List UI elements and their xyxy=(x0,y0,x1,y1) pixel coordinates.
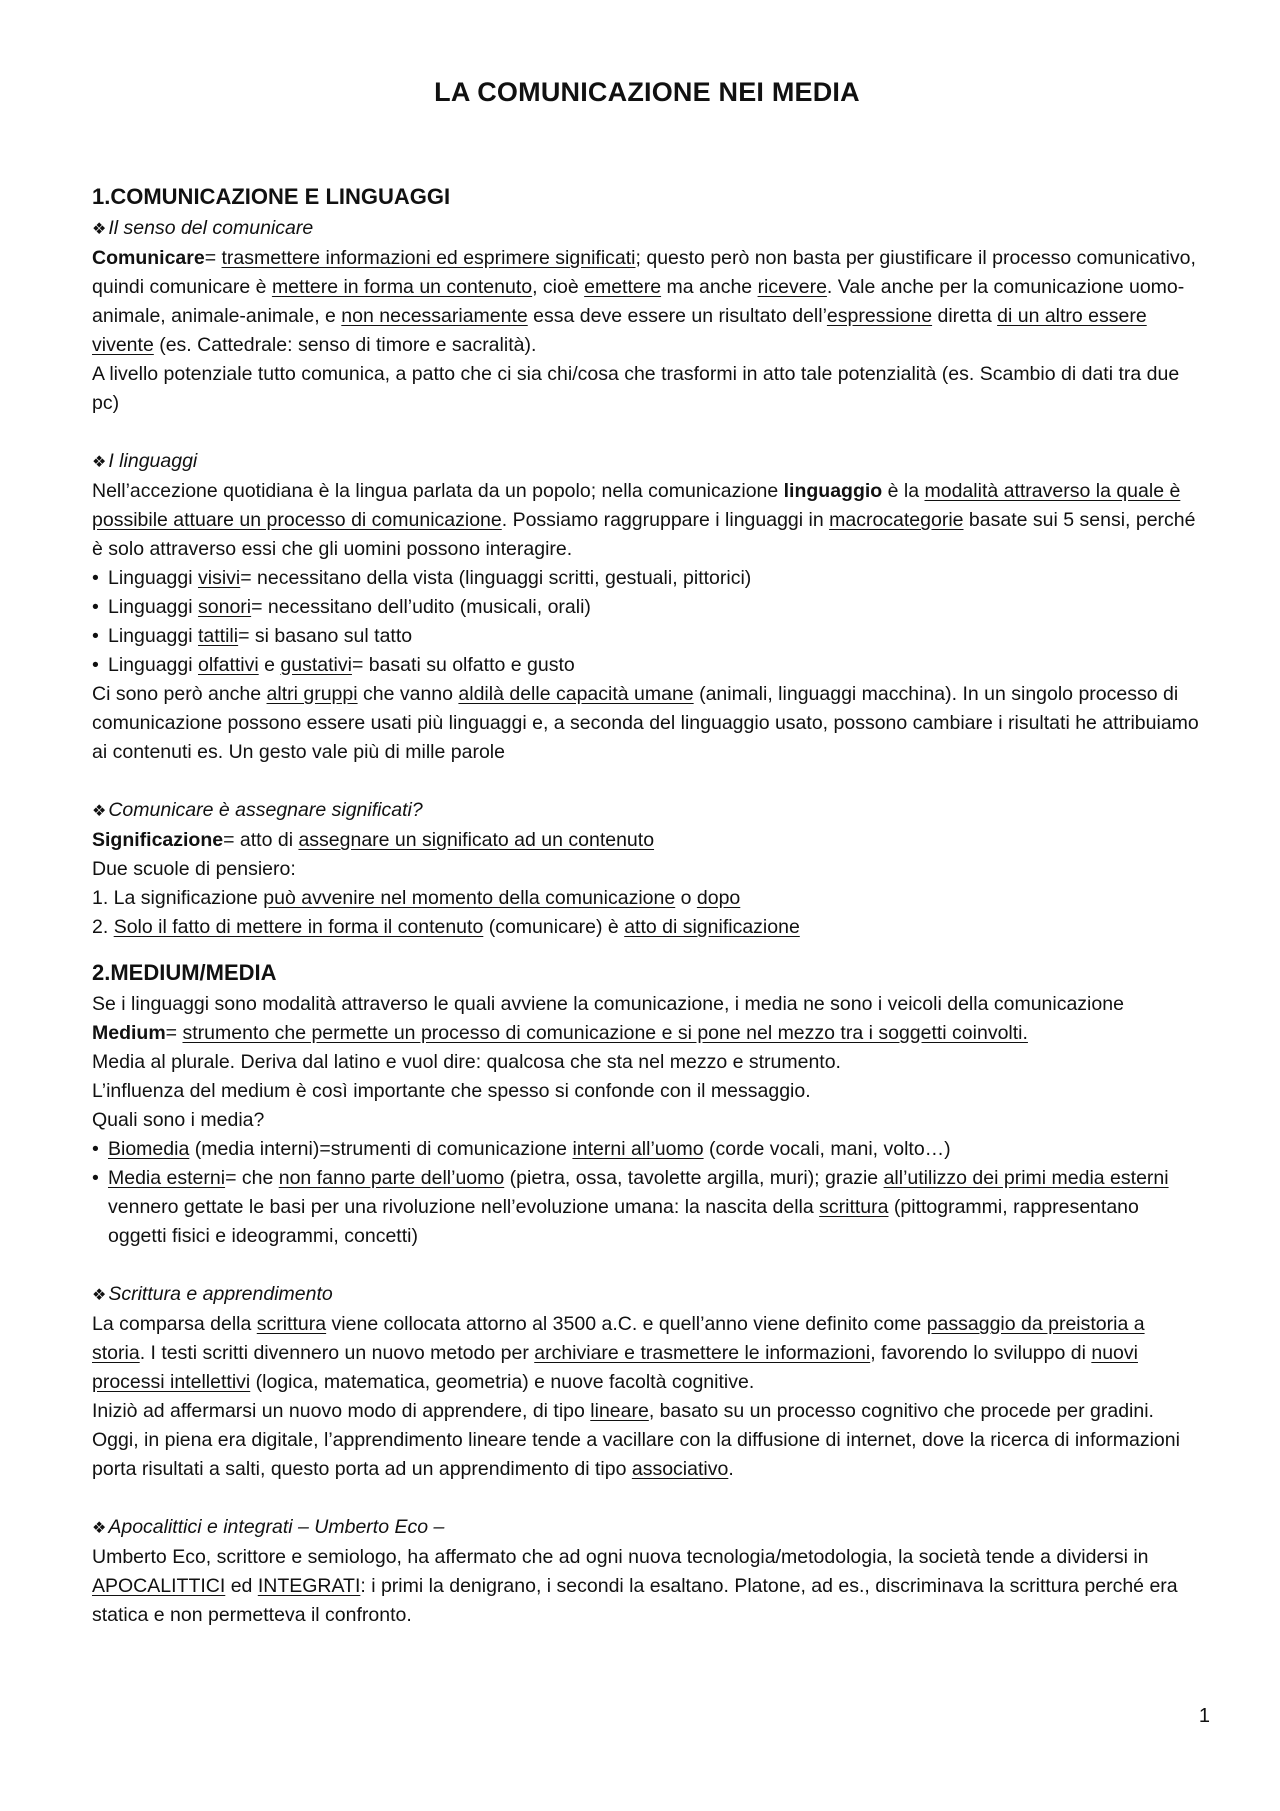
paragraph-influenza-medium: L’influenza del medium è così importante che spesso si confonde con il messaggio. xyxy=(92,1080,811,1102)
text-run: (corde vocali, mani, volto…) xyxy=(703,1138,951,1160)
underlined-text: aldilà delle capacità umane xyxy=(458,683,694,705)
bold-term: Medium xyxy=(92,1022,166,1044)
subheading-text: Apocalittici e integrati – Umberto Eco – xyxy=(108,1516,445,1538)
document-body xyxy=(92,180,1202,1630)
underlined-text: gustativi xyxy=(280,654,352,676)
text-run: , cioè xyxy=(532,276,585,298)
spacer xyxy=(92,1251,1202,1280)
text-run: Nell’accezione quotidiana è la lingua parlata da un popolo; nella comunicazione xyxy=(92,480,784,502)
underlined-text: ricevere xyxy=(757,276,827,298)
text-run: ma anche xyxy=(661,276,758,298)
text-run: (pietra, ossa, tavolette argilla, muri); grazie xyxy=(504,1167,884,1189)
underlined-text: mettere in forma un contenuto xyxy=(271,276,533,298)
text-run: ; questo però non basta per giustificare il processo comunicativo, quindi comunicare è xyxy=(92,247,1196,298)
bold-term: linguaggio xyxy=(783,480,883,502)
section-heading-comunicazione-linguaggi: 1.COMUNICAZIONE E LINGUAGGI xyxy=(92,184,451,209)
list-item-media-esterni xyxy=(92,1164,1202,1251)
text-run: che vanno xyxy=(357,683,459,705)
bold-term: Comunicare xyxy=(92,247,205,269)
text-run: = xyxy=(204,247,222,269)
text-run: (pittogrammi, rappresentano oggetti fisici e ideogrammi, concetti) xyxy=(108,1196,1139,1247)
paragraph-media-plurale: Media al plurale. Deriva dal latino e vuol dire: qualcosa che sta nel mezzo e strumento. xyxy=(92,1051,841,1073)
text-run: = atto di xyxy=(223,829,299,851)
list-item-sonori xyxy=(92,593,1202,622)
numbered-item-2 xyxy=(92,913,1202,942)
list-item-biomedia xyxy=(92,1135,1202,1164)
paragraph-comparsa-scrittura xyxy=(92,1310,1202,1397)
underlined-text: emettere xyxy=(584,276,662,298)
text-run: Ci sono però anche xyxy=(92,683,267,705)
text-run: : i primi la denigrano, i secondi la esaltano. Platone, ad es., discriminava la scrittura perché era statica e non permetteva il confronto. xyxy=(92,1575,1178,1626)
text-run: (media interni)=strumenti di comunicazione xyxy=(189,1138,573,1160)
underlined-text: non necessariamente xyxy=(341,305,528,327)
underlined-text: macrocategorie xyxy=(829,509,964,531)
text-run: , basato su un processo cognitivo che procede per gradini. xyxy=(648,1400,1154,1422)
text-run: e xyxy=(258,654,281,676)
text-run: . I testi scritti divennero un nuovo metodo per xyxy=(139,1342,535,1364)
underlined-text: associativo xyxy=(631,1458,729,1480)
text-run: . Vale anche per la comunicazione uomo-animale, animale-animale, e xyxy=(92,276,1185,327)
text-run: (animali, linguaggi macchina). In un singolo processo di comunicazione possono essere usati più linguaggi e, a seconda del linguaggio usato, possono cambiare i risultati he attribuiamo ai contenuti es. Un gesto vale più di mille parole xyxy=(92,683,1199,763)
text-run: basate sui 5 sensi, perché è solo attraverso essi che gli uomini possono interagire. xyxy=(92,509,1196,560)
text-run: = si basano sul tatto xyxy=(238,625,413,647)
diamond-bullet-icon: ❖ xyxy=(92,1287,107,1304)
text-run: (comunicare) è xyxy=(483,916,625,938)
underlined-text: lineare xyxy=(590,1400,649,1422)
subheading-scrittura-apprendimento xyxy=(92,1280,1202,1310)
section-heading-medium-media: 2.MEDIUM/MEDIA xyxy=(92,960,277,985)
text-run: essa deve essere un risultato dell’ xyxy=(527,305,827,327)
subheading-text: Comunicare è assegnare significati? xyxy=(108,799,423,821)
text-run: ed xyxy=(225,1575,258,1597)
underlined-text: visivi xyxy=(198,567,241,589)
text-run: Linguaggi xyxy=(108,596,198,618)
paragraph-umberto-eco xyxy=(92,1543,1202,1630)
diamond-bullet-icon: ❖ xyxy=(92,803,107,820)
diamond-bullet-icon: ❖ xyxy=(92,1520,107,1537)
subheading-text: Scrittura e apprendimento xyxy=(108,1283,333,1305)
spacer xyxy=(92,767,1202,796)
text-run: diretta xyxy=(932,305,998,327)
text-run: = necessitano dell’udito (musicali, orali) xyxy=(251,596,591,618)
underlined-text: può avvenire nel momento della comunicazione xyxy=(263,887,676,909)
text-run: = basati su olfatto e gusto xyxy=(351,654,575,676)
underlined-text: trasmettere informazioni ed esprimere significati xyxy=(221,247,636,269)
underlined-text: Biomedia xyxy=(108,1138,190,1160)
diamond-bullet-icon: ❖ xyxy=(92,454,107,471)
paragraph-altri-gruppi xyxy=(92,680,1202,767)
underlined-text: olfattivi xyxy=(198,654,259,676)
text-run: o xyxy=(675,887,697,909)
text-run: (logica, matematica, geometria) e nuove facoltà cognitive. xyxy=(250,1371,755,1393)
text-run: viene collocata attorno al 3500 a.C. e quell’anno viene definito come xyxy=(326,1313,927,1335)
subheading-senso-comunicare xyxy=(92,214,1202,244)
page-number: 1 xyxy=(1198,1705,1210,1727)
text-run: Linguaggi xyxy=(108,567,198,589)
text-run: 2. xyxy=(92,916,114,938)
text-run: Oggi, in piena era digitale, l’apprendimento lineare tende a vacillare con la diffusione di internet, dove la ricerca di informazioni porta risultati a salti, questo porta ad un apprendimento di tipo xyxy=(92,1429,1180,1480)
text-run: . Possiamo raggruppare i linguaggi in xyxy=(501,509,830,531)
text-run: , favorendo lo sviluppo di xyxy=(870,1342,1092,1364)
paragraph-scuole-pensiero: Due scuole di pensiero: xyxy=(92,858,296,880)
underlined-text: interni all’uomo xyxy=(572,1138,704,1160)
list-item-visivi xyxy=(92,564,1202,593)
underlined-text: scrittura xyxy=(256,1313,327,1335)
page-title: LA COMUNICAZIONE NEI MEDIA xyxy=(434,77,860,107)
underlined-text: Solo il fatto di mettere in forma il contenuto xyxy=(113,916,484,938)
text-run: 1. La significazione xyxy=(92,887,264,909)
subheading-text: I linguaggi xyxy=(108,450,198,472)
underlined-text: passaggio da preistoria a storia xyxy=(92,1313,1145,1364)
paragraph-era-digitale xyxy=(92,1426,1202,1484)
paragraph-quali-media: Quali sono i media? xyxy=(92,1109,265,1131)
linguaggi-list xyxy=(92,564,1202,680)
paragraph-medium-definition xyxy=(92,1019,1202,1048)
underlined-text: tattili xyxy=(198,625,239,647)
spacer xyxy=(92,1484,1202,1513)
text-run: Iniziò ad affermarsi un nuovo modo di apprendere, di tipo xyxy=(92,1400,591,1422)
media-list xyxy=(92,1135,1202,1251)
underlined-text: dopo xyxy=(696,887,741,909)
text-run: La comparsa della xyxy=(92,1313,257,1335)
text-run: = xyxy=(165,1022,183,1044)
subheading-apocalittici-integrati xyxy=(92,1513,1202,1543)
underlined-text: assegnare un significato ad un contenuto xyxy=(298,829,655,851)
underlined-text: di un altro essere vivente xyxy=(92,305,1147,356)
underlined-text: INTEGRATI xyxy=(257,1575,361,1597)
spacer xyxy=(92,418,1202,447)
paragraph-apprendimento-lineare xyxy=(92,1397,1202,1426)
text-run: = che xyxy=(225,1167,279,1189)
text-run: = necessitano della vista (linguaggi scritti, gestuali, pittorici) xyxy=(240,567,752,589)
text-run: . xyxy=(728,1458,734,1480)
underlined-text: modalità attraverso la quale è possibile attuare un processo di comunicazione xyxy=(92,480,1181,531)
list-item-tattili xyxy=(92,622,1202,651)
numbered-item-1 xyxy=(92,884,1202,913)
text-run: Linguaggi xyxy=(108,625,198,647)
underlined-text: atto di significazione xyxy=(624,916,800,938)
text-run: (es. Cattedrale: senso di timore e sacralità). xyxy=(153,334,537,356)
underlined-text: scrittura xyxy=(819,1196,889,1218)
text-run: vennero gettate le basi per una rivoluzione nell’evoluzione umana: la nascita della xyxy=(108,1196,820,1218)
underlined-text: nuovi processi intellettivi xyxy=(92,1342,1138,1393)
underlined-text: non fanno parte dell’uomo xyxy=(278,1167,505,1189)
subheading-significati xyxy=(92,796,1202,826)
text-run: Umberto Eco, scrittore e semiologo, ha affermato che ad ogni nuova tecnologia/metodologia, la società tende a dividersi in xyxy=(92,1546,1149,1568)
underlined-text: espressione xyxy=(826,305,933,327)
underlined-text: altri gruppi xyxy=(266,683,358,705)
text-run: è la xyxy=(882,480,925,502)
paragraph-potenziale: A livello potenziale tutto comunica, a patto che ci sia chi/cosa che trasformi in atto tale potenzialità (es. Scambio di dati tra due pc) xyxy=(92,363,1180,414)
underlined-text: Media esterni xyxy=(108,1167,226,1189)
subheading-text: Il senso del comunicare xyxy=(108,217,314,239)
underlined-text: sonori xyxy=(198,596,252,618)
subheading-linguaggi xyxy=(92,447,1202,477)
underlined-text: archiviare e trasmettere le informazioni xyxy=(534,1342,871,1364)
underlined-text: strumento che permette un processo di comunicazione e si pone nel mezzo tra i soggetti coinvolti. xyxy=(182,1022,1028,1044)
text-run: Linguaggi xyxy=(108,654,198,676)
paragraph-comunicare-definition xyxy=(92,244,1202,360)
diamond-bullet-icon: ❖ xyxy=(92,221,107,238)
paragraph-media-intro: Se i linguaggi sono modalità attraverso le quali avviene la comunicazione, i media ne sono i veicoli della comunicazione xyxy=(92,993,1124,1015)
bold-term: Significazione xyxy=(92,829,224,851)
underlined-text: all’utilizzo dei primi media esterni xyxy=(883,1167,1169,1189)
paragraph-significazione-definition xyxy=(92,826,1202,855)
paragraph-linguaggi-definition xyxy=(92,477,1202,564)
underlined-text: APOCALITTICI xyxy=(92,1575,226,1597)
list-item-olfattivi xyxy=(92,651,1202,680)
